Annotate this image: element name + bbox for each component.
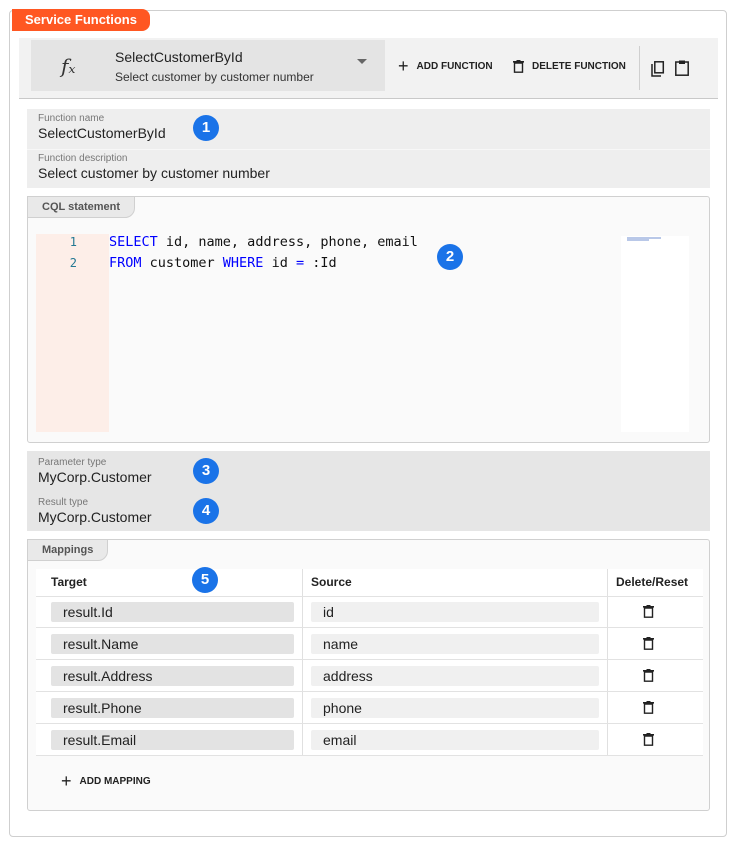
trash-icon [643, 669, 654, 686]
column-header-target: Target [51, 575, 87, 589]
row-divider [36, 755, 703, 756]
delete-function-button[interactable] [513, 60, 626, 73]
function-name-field[interactable]: SelectCustomerById [38, 125, 166, 141]
cql-keyword: SELECT [109, 234, 158, 250]
delete-function-label: DELETE FUNCTION [532, 61, 626, 72]
field-divider [27, 149, 710, 150]
mapping-row [36, 596, 703, 628]
column-header-source: Source [311, 575, 352, 589]
copy-icon [651, 61, 665, 77]
plus-icon: + [61, 771, 72, 791]
add-function-label: ADD FUNCTION [416, 60, 493, 72]
function-description-label: Function description [38, 153, 128, 164]
cql-token: id, name, address, phone, email [157, 234, 418, 250]
trash-icon [643, 637, 654, 654]
callout-badge-4: 4 [193, 498, 219, 524]
trash-icon [643, 701, 654, 718]
result-type-field[interactable]: MyCorp.Customer [38, 509, 152, 525]
column-header-delete-reset: Delete/Reset [616, 575, 689, 589]
delete-mapping-button[interactable] [643, 669, 654, 687]
function-details [27, 109, 710, 188]
trash-icon [513, 60, 524, 73]
code-line-2 [109, 255, 337, 271]
selected-function-name: SelectCustomerById [115, 49, 243, 65]
section-title: Service Functions [12, 9, 150, 31]
delete-mapping-button[interactable] [643, 637, 654, 655]
plus-icon: + [398, 56, 409, 76]
mapping-source-field[interactable]: email [311, 730, 599, 750]
mapping-source-field[interactable]: name [311, 634, 599, 654]
chevron-down-icon[interactable] [357, 59, 367, 64]
add-mapping-button[interactable] [61, 771, 151, 791]
toolbar-divider [639, 46, 640, 90]
mapping-row [36, 724, 703, 756]
trash-icon [643, 733, 654, 750]
mapping-source-field[interactable]: phone [311, 698, 599, 718]
line-number: 1 [69, 235, 77, 249]
mapping-row [36, 628, 703, 660]
add-function-button[interactable] [398, 56, 493, 76]
copy-button[interactable] [651, 61, 665, 82]
parameter-type-label: Parameter type [38, 457, 107, 468]
cql-token: id [263, 255, 296, 271]
mapping-source-field[interactable]: address [311, 666, 599, 686]
callout-badge-1: 1 [193, 115, 219, 141]
cql-keyword: FROM [109, 255, 142, 271]
mappings-tab: Mappings [27, 539, 108, 561]
code-minimap[interactable] [621, 236, 689, 432]
mapping-target-field[interactable]: result.Phone [51, 698, 294, 718]
cql-token: :Id [304, 255, 337, 271]
result-type-label: Result type [38, 497, 89, 508]
callout-badge-3: 3 [193, 458, 219, 484]
mapping-source-field[interactable]: id [311, 602, 599, 622]
delete-mapping-button[interactable] [643, 605, 654, 623]
mapping-target-field[interactable]: result.Email [51, 730, 294, 750]
callout-badge-5: 5 [192, 567, 218, 593]
line-number: 2 [69, 256, 77, 270]
callout-badge-2: 2 [437, 244, 463, 270]
function-description-field[interactable]: Select customer by customer number [38, 165, 270, 181]
line-number-gutter [36, 234, 109, 432]
mapping-row [36, 692, 703, 724]
add-mapping-label: ADD MAPPING [79, 775, 151, 787]
trash-icon [643, 605, 654, 622]
cql-editor[interactable] [36, 234, 684, 432]
mappings-panel [27, 539, 710, 811]
cql-statement-tab: CQL statement [27, 196, 135, 218]
delete-mapping-button[interactable] [643, 733, 654, 751]
selected-function-description: Select customer by customer number [115, 70, 314, 84]
mappings-table [36, 569, 703, 755]
clipboard-icon [675, 60, 689, 76]
mapping-row [36, 660, 703, 692]
mapping-target-field[interactable]: result.Name [51, 634, 294, 654]
function-fx-icon: fₓ [61, 54, 76, 78]
mapping-target-field[interactable]: result.Id [51, 602, 294, 622]
parameter-type-field[interactable]: MyCorp.Customer [38, 469, 152, 485]
type-details [27, 451, 710, 531]
mapping-target-field[interactable]: result.Address [51, 666, 294, 686]
cql-keyword: = [295, 255, 305, 271]
paste-button[interactable] [675, 60, 689, 81]
function-toolbar [19, 38, 718, 99]
code-line-1 [109, 234, 418, 250]
cql-statement-panel [27, 196, 710, 443]
delete-mapping-button[interactable] [643, 701, 654, 719]
cql-keyword: WHERE [222, 255, 264, 271]
cql-token: customer [141, 255, 223, 271]
function-select[interactable] [31, 40, 385, 91]
minimap-line [627, 239, 649, 241]
function-name-label: Function name [38, 113, 105, 124]
